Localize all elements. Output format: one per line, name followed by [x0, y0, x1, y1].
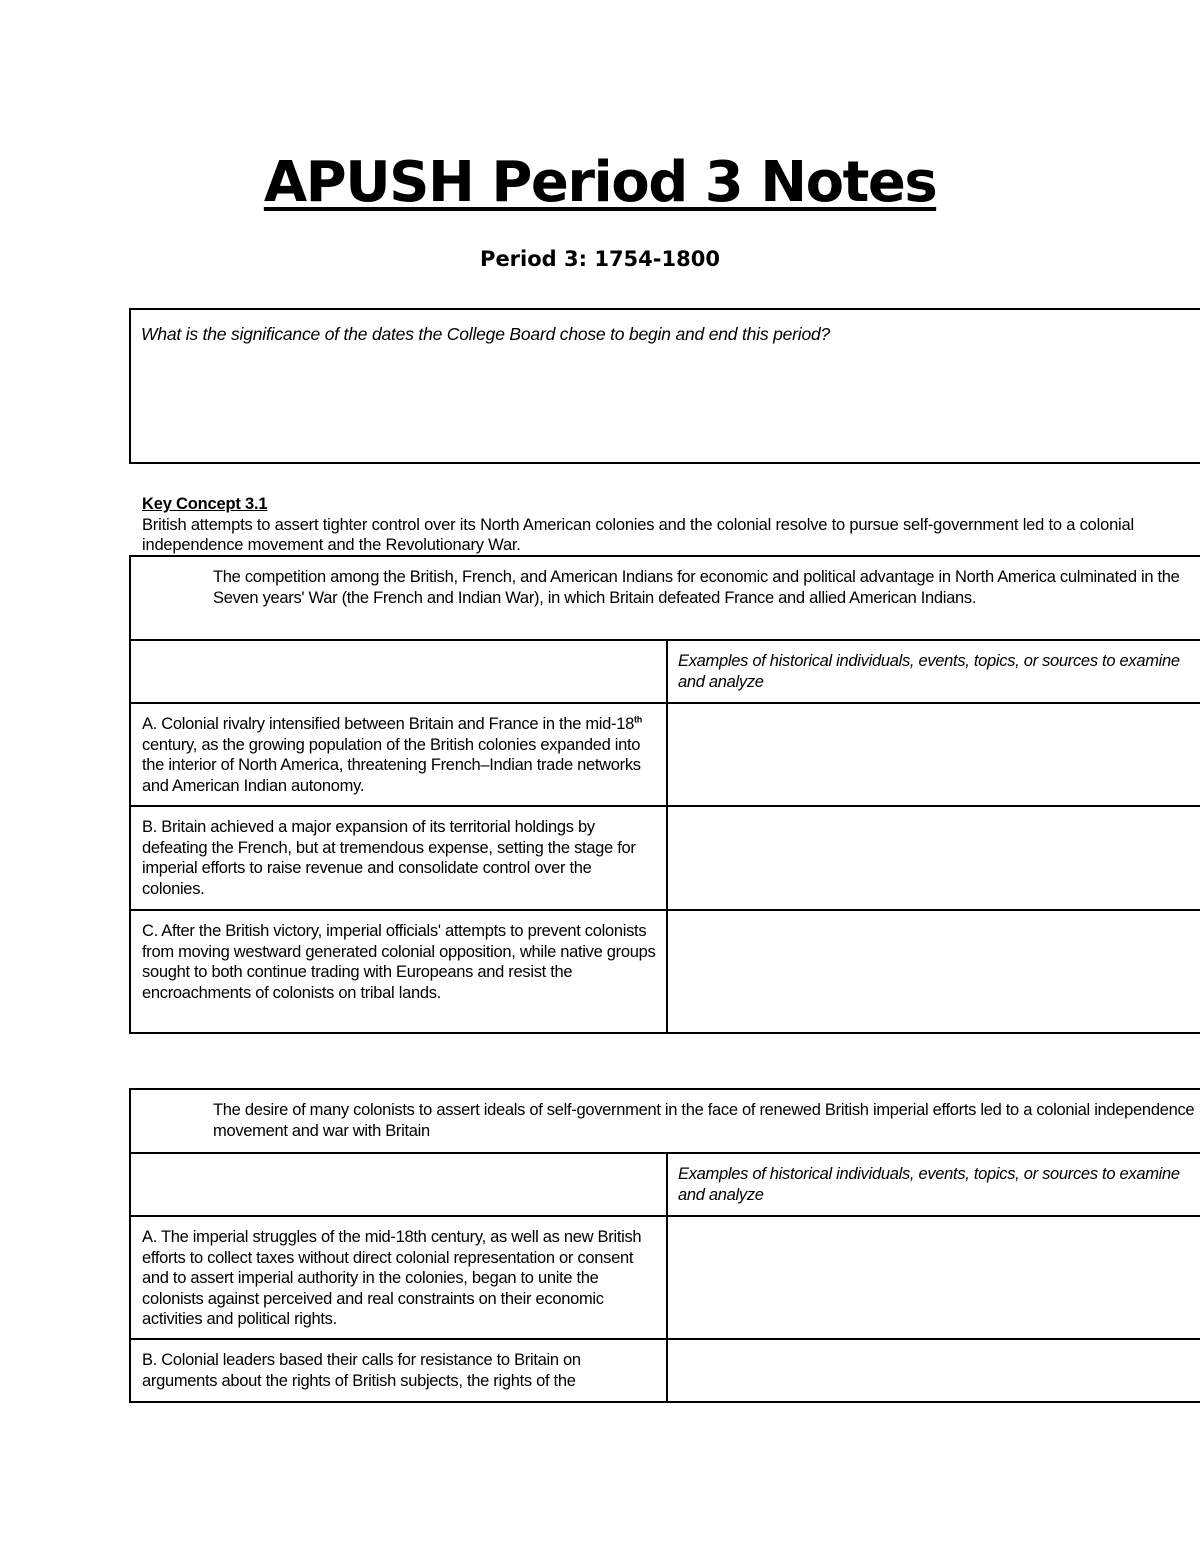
concept-intro-row: [130, 556, 1200, 640]
point-a-cell: [130, 703, 667, 806]
table-row: [130, 1216, 1200, 1339]
point-b-cell: B. Colonial leaders based their calls for resistance to Britain on arguments about the rights of British subjects, the rights of the: [130, 1339, 667, 1402]
examples-answer-cell[interactable]: [667, 703, 1200, 806]
examples-answer-cell[interactable]: [667, 910, 1200, 1033]
blank-header-cell: [130, 1153, 667, 1216]
point-a-text-end: century, as the growing population of the British colonies expanded into the interior of North America, threatening French–Indian trade networks and American Indian autonomy.: [142, 735, 641, 795]
examples-answer-cell[interactable]: [667, 806, 1200, 910]
point-c-cell: C. After the British victory, imperial officials' attempts to prevent colonists from moving westward generated colonial opposition, while native groups sought to both continue trading with Europeans and resist the encroachments of colonists on tribal lands.: [130, 910, 667, 1033]
concept-intro-row: [130, 1089, 1200, 1153]
point-a-superscript: th: [634, 714, 642, 725]
point-a-cell: A. The imperial struggles of the mid-18th century, as well as new British efforts to collect taxes without direct colonial representation or consent and to assert imperial authority in the colonies, began to unite the colonists against perceived and real constraints on their economic activities and political rights.: [130, 1216, 667, 1339]
key-concept-section: [142, 494, 1192, 556]
concept-intro-text: The desire of many colonists to assert ideals of self-government in the face of renewed British imperial efforts led to a colonial independence movement and war with Britain: [130, 1089, 1200, 1153]
point-a-text-start: A. Colonial rivalry intensified between Britain and France in the mid-18: [142, 715, 634, 733]
page-subtitle: Period 3: 1754-1800: [480, 247, 720, 271]
question-box[interactable]: [129, 308, 1200, 464]
examples-answer-cell[interactable]: [667, 1216, 1200, 1339]
key-concept-label: Key Concept 3.1: [142, 495, 268, 513]
key-concept-text: British attempts to assert tighter control over its North American colonies and the colonial resolve to pursue self-government led to a colonial independence movement and the Revolutionary War.: [142, 515, 1134, 554]
concept-header-row: [130, 640, 1200, 703]
concept-intro-text: The competition among the British, French, and American Indians for economic and political advantage in North America culminated in the Seven years' War (the French and Indian War), in which Britain defeated France and allied American Indians.: [130, 556, 1200, 640]
examples-answer-cell[interactable]: [667, 1339, 1200, 1402]
concept-table-1: [129, 555, 1200, 1034]
page-title-text: APUSH Period 3 Notes: [263, 150, 937, 215]
examples-header-cell: Examples of historical individuals, events, topics, or sources to examine and analyze: [667, 640, 1200, 703]
table-row: [130, 910, 1200, 1033]
concept-header-row: [130, 1153, 1200, 1216]
blank-header-cell: [130, 640, 667, 703]
page-title: [0, 148, 1200, 218]
question-text: What is the significance of the dates the College Board chose to begin and end this period?: [141, 324, 831, 344]
table-row: [130, 703, 1200, 806]
table-row: [130, 806, 1200, 910]
point-b-cell: B. Britain achieved a major expansion of its territorial holdings by defeating the French, but at tremendous expense, setting the stage for imperial efforts to raise revenue and consolidate control over the colonies.: [130, 806, 667, 910]
table-row: [130, 1339, 1200, 1402]
concept-table-2: [129, 1088, 1200, 1403]
examples-header-cell: Examples of historical individuals, events, topics, or sources to examine and analyze: [667, 1153, 1200, 1216]
